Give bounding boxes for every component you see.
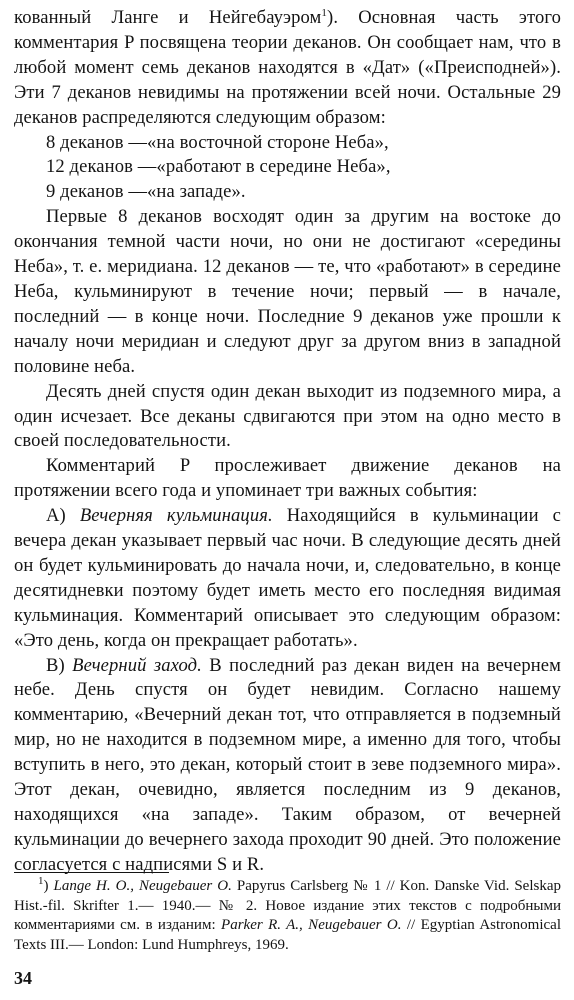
list-item-middle: 12 деканов —«работают в середине Неба», (46, 156, 391, 178)
paragraph-3: Десять дней спустя один декан выходит из подземного мира, а один исчезает. Все деканы сдвигаются при этом на одно место в своей последовательности. (14, 380, 561, 452)
paragraph-evening-setting (14, 654, 561, 878)
footnote-divider (14, 872, 169, 873)
section-heading-evening-culmination: Вечерняя кульминация. (79, 505, 273, 527)
paragraph-4: Комментарий P прослеживает движение деканов на протяжении всего года и упоминает три важных события: (14, 455, 561, 502)
footnote-1: $^1$) Lange H. O., Neugebauer O. Papyrus Carlsberg № 1 // Kon. Danske Vid. Selskap Hist.-fil. Skrifter 1.— 1940.— № 2. Новое издание этих текстов с подробными комментариями см. в изданим: Parker R. A., Neugebauer O. // Egyptian Astronomical Texts III.— London: Lund Humphreys, 1969. (14, 875, 562, 953)
paragraph-evening-culmination (14, 504, 561, 653)
footnote-text-2: // Egyptian Astronomical Texts III.— London: Lund Humphreys, 1969. (14, 917, 562, 953)
section-text-evening-setting: В последний раз декан виден на вечернем небе. День спустя он будет невидим. Согласно нашему комментарию, «Вечерний декан тот, что отправляется в подземный мир, но не находится в подземном мире, а именно для того, чтобы вступить в него, это декан, который стоит в зеве подземного мира». Этот декан, очевидно, является последним из 9 деканов, находящихся «на западе». Таким образом, от вечерней кульминации до вечернего захода проходит 90 дней. Это положение согласуется с надписями S и R. (14, 654, 562, 875)
list-item-west: 9 деканов —«на западе». (46, 181, 246, 203)
section-marker-b: B) (46, 654, 65, 676)
paragraph-1-text-cont: ). Основная часть этого комментария P посвящена теории деканов. Он сообщает нам, что в любой момент семь деканов находятся в «Дат» («Преисподней»). Эти 7 деканов невидимы на протяжении всей ночи. Остальные 29 деканов распределяются следующим образом: (14, 7, 561, 128)
footnote-mark: 1 (38, 875, 44, 887)
footnote-reference[interactable]: 1 (321, 6, 328, 19)
paragraph-2: Первые 8 деканов восходят один за другим на востоке до окончания темной части ночи, но они не достигают «середины Неба», т. е. меридиана. 12 деканов — те, что «работают» в середине Неба, кульминируют в течение ночи; первый — в начале, последний — в конце ночи. Последние 9 деканов уже прошли к началу ночи меридиан и следуют друг за другом вниз в западной половине неба. (14, 206, 561, 377)
footnote-authors-2: Parker R. A., Neugebauer O. (221, 917, 402, 933)
page-number: 34 (14, 968, 32, 988)
footnote-area (14, 872, 561, 955)
paragraph-1-text: кованный Ланге и Нейгебауэром (14, 7, 322, 28)
section-heading-evening-setting: Вечерний заход. (72, 654, 202, 676)
book-page (14, 0, 561, 1000)
section-text-evening-culmination: Находящийся в кульминации с вечера декан указывает первый час ночи. В следующие десять дней он будет кульминировать до начала ночи, и, следовательно, в конце десятидневки поэтому будет иметь место его последняя видимая кульминация. Комментарий описывает это следующим образом: «Это день, когда он прекращает работать». (14, 505, 561, 651)
footnote-text-1: Papyrus Carlsberg № 1 // Kon. Danske Vid. Selskap Hist.-fil. Skrifter 1.— 1940.— № 2. Новое издание этих текстов с подробными комментариями см. в изданим: (14, 878, 562, 933)
footnote-authors-1: Lange H. O., Neugebauer O. (53, 878, 232, 894)
list-item-east: 8 деканов —«на восточной стороне Неба», (46, 131, 389, 153)
paragraph-1 (14, 6, 561, 131)
main-text (14, 6, 561, 878)
section-marker-a: A) (46, 505, 66, 527)
